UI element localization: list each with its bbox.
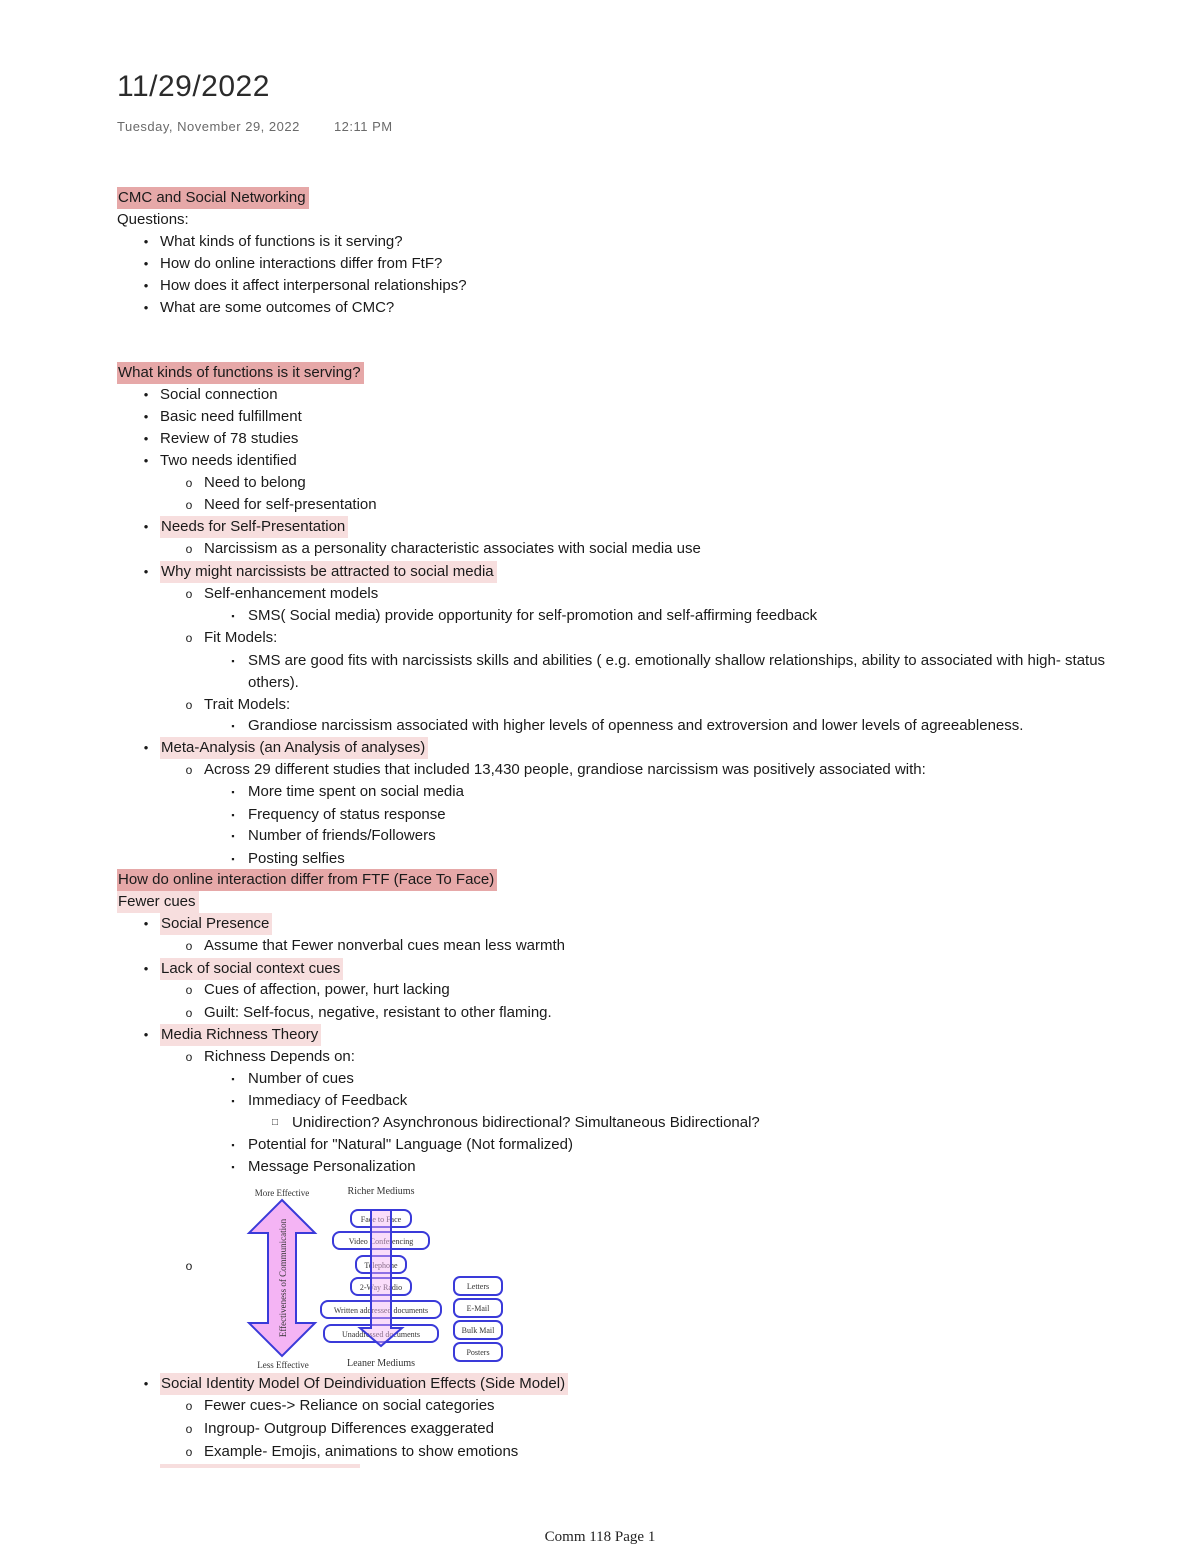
- bullet-icon: •: [143, 740, 149, 755]
- more-effective-label: More Effective: [254, 1188, 310, 1198]
- bullet-icon: •: [143, 387, 149, 402]
- bullet-icon: o: [185, 476, 193, 490]
- side-medium-label: Posters: [466, 1348, 490, 1357]
- bullet-icon: o: [185, 1006, 193, 1020]
- bullet-icon: o: [185, 983, 193, 997]
- bullet-icon: o: [185, 1050, 193, 1064]
- side-boxes: [454, 1277, 502, 1361]
- medium-label: Video Conferencing: [348, 1237, 414, 1246]
- bullet-icon: ▪: [231, 656, 235, 666]
- bullet-icon: •: [143, 431, 149, 446]
- medium-label: Unaddressed documents: [342, 1330, 420, 1339]
- bullet-icon: ▪: [231, 1162, 235, 1172]
- bullet-icon: o: [185, 939, 193, 953]
- bullet-icon: ▪: [231, 1140, 235, 1150]
- bullet-icon: o: [185, 1422, 193, 1436]
- bullet-icon: •: [143, 256, 149, 271]
- medium-label: Telephone: [364, 1261, 398, 1270]
- note-text: Two needs identified: [160, 452, 297, 469]
- note-text: Self-enhancement models: [204, 585, 379, 602]
- highlighted-text: Needs for Self-Presentation: [160, 516, 348, 538]
- note-text: Questions:: [117, 211, 189, 228]
- trailing-highlight: [160, 1464, 360, 1468]
- media-richness-diagram: [240, 1180, 520, 1372]
- bullet-icon: •: [143, 1027, 149, 1042]
- bullet-icon: o: [185, 763, 193, 777]
- note-text: Fewer cues-> Reliance on social categories: [204, 1397, 495, 1414]
- note-text: SMS are good fits with narcissists skills and abilities ( e.g. emotionally shallow relationships, ability to associated with high- status: [248, 652, 1106, 669]
- highlighted-text: CMC and Social Networking: [117, 187, 309, 209]
- note-text: Richness Depends on:: [204, 1048, 355, 1065]
- note-text: Number of friends/Followers: [248, 827, 436, 844]
- note-text: Fit Models:: [204, 629, 278, 646]
- bullet-icon: •: [143, 564, 149, 579]
- note-text: Trait Models:: [204, 696, 291, 713]
- highlighted-text: How do online interaction differ from FTF (Face To Face): [117, 869, 497, 891]
- note-text: Basic need fulfillment: [160, 408, 302, 425]
- richer-mediums-label: Richer Mediums: [347, 1186, 415, 1197]
- bullet-icon: •: [143, 961, 149, 976]
- bullet-icon: •: [143, 278, 149, 293]
- bullet-icon: o: [185, 587, 193, 601]
- media-richness-svg: [240, 1180, 520, 1372]
- note-text: Number of cues: [248, 1070, 354, 1087]
- bullet-icon: ▪: [231, 1096, 235, 1106]
- note-text: Posting selfies: [248, 850, 345, 867]
- note-text: Guilt: Self-focus, negative, resistant to other flaming.: [204, 1004, 552, 1021]
- note-text: Social connection: [160, 386, 278, 403]
- bullet-icon: ▪: [231, 854, 235, 864]
- note-text: Grandiose narcissism associated with higher levels of openness and extroversion and lower levels of agreeableness.: [248, 717, 1024, 734]
- medium-label: Written addressed documents: [333, 1306, 429, 1315]
- note-text: How does it affect interpersonal relationships?: [160, 277, 467, 294]
- note-text: Review of 78 studies: [160, 430, 299, 447]
- note-text: Example- Emojis, animations to show emotions: [204, 1443, 519, 1460]
- bullet-icon: o: [185, 1259, 193, 1273]
- highlighted-text: Meta-Analysis (an Analysis of analyses): [160, 737, 428, 759]
- note-text: Need for self-presentation: [204, 496, 377, 513]
- bullet-icon: o: [185, 698, 193, 712]
- note-text: Immediacy of Feedback: [248, 1092, 408, 1109]
- note-text: What kinds of functions is it serving?: [160, 233, 403, 250]
- note-text: Assume that Fewer nonverbal cues mean less warmth: [204, 937, 565, 954]
- note-text: More time spent on social media: [248, 783, 464, 800]
- note-text: How do online interactions differ from FtF?: [160, 255, 443, 272]
- note-text: Cues of affection, power, hurt lacking: [204, 981, 450, 998]
- bullet-icon: o: [185, 542, 193, 556]
- highlighted-text: Social Presence: [160, 913, 272, 935]
- side-medium-label: Letters: [466, 1282, 490, 1291]
- highlighted-text: Media Richness Theory: [160, 1024, 321, 1046]
- highlighted-text: Social Identity Model Of Deindividuation Effects (Side Model): [160, 1373, 568, 1395]
- bullet-icon: ▪: [231, 611, 235, 621]
- bullet-icon: o: [185, 1399, 193, 1413]
- bullet-icon: ▪: [231, 810, 235, 820]
- note-text: What are some outcomes of CMC?: [160, 299, 395, 316]
- bullet-icon: ▪: [231, 1074, 235, 1084]
- bullet-icon: ▪: [231, 787, 235, 797]
- bullet-icon: •: [143, 453, 149, 468]
- highlighted-text: Fewer cues: [117, 891, 199, 913]
- highlighted-text: Lack of social context cues: [160, 958, 343, 980]
- note-text: others).: [248, 674, 299, 691]
- page-meta: [117, 119, 393, 134]
- note-text: Message Personalization: [248, 1158, 416, 1175]
- medium-label: Face to Face: [360, 1215, 402, 1224]
- note-text: Potential for "Natural" Language (Not formalized): [248, 1136, 573, 1153]
- highlighted-text: What kinds of functions is it serving?: [117, 362, 364, 384]
- bullet-icon: •: [143, 916, 149, 931]
- side-medium-label: E-Mail: [466, 1304, 490, 1313]
- bullet-icon: o: [185, 631, 193, 645]
- note-text: Unidirection? Asynchronous bidirectional? Simultaneous Bidirectional?: [292, 1114, 760, 1131]
- effectiveness-axis-label: Effectiveness of Communication: [278, 1218, 288, 1338]
- page-title: 11/29/2022: [117, 70, 270, 103]
- bullet-icon: •: [143, 519, 149, 534]
- page-time: 12:11 PM: [333, 119, 393, 134]
- page-date: Tuesday, November 29, 2022: [117, 119, 300, 134]
- medium-label: 2-Way Radio: [359, 1283, 403, 1292]
- bullet-icon: •: [143, 234, 149, 249]
- bullet-icon: •: [143, 409, 149, 424]
- bullet-icon: o: [185, 1445, 193, 1459]
- bullet-icon: •: [143, 1376, 149, 1391]
- leaner-mediums-label: Leaner Mediums: [346, 1358, 416, 1369]
- page-footer: Comm 118 Page 1: [544, 1529, 656, 1545]
- side-medium-label: Bulk Mail: [461, 1326, 495, 1335]
- bullet-icon: ▪: [231, 831, 235, 841]
- note-text: Ingroup- Outgroup Differences exaggerated: [204, 1420, 494, 1437]
- less-effective-label: Less Effective: [257, 1360, 309, 1370]
- bullet-icon: □: [271, 1117, 279, 1128]
- note-text: Across 29 different studies that included 13,430 people, grandiose narcissism was positively associated with:: [204, 761, 926, 778]
- bullet-icon: •: [143, 300, 149, 315]
- note-text: Need to belong: [204, 474, 306, 491]
- highlighted-text: Why might narcissists be attracted to social media: [160, 561, 497, 583]
- bullet-icon: ▪: [231, 721, 235, 731]
- note-text: SMS( Social media) provide opportunity for self-promotion and self-affirming feedback: [248, 607, 818, 624]
- note-text: Frequency of status response: [248, 806, 446, 823]
- note-text: Narcissism as a personality characteristic associates with social media use: [204, 540, 701, 557]
- bullet-icon: o: [185, 498, 193, 512]
